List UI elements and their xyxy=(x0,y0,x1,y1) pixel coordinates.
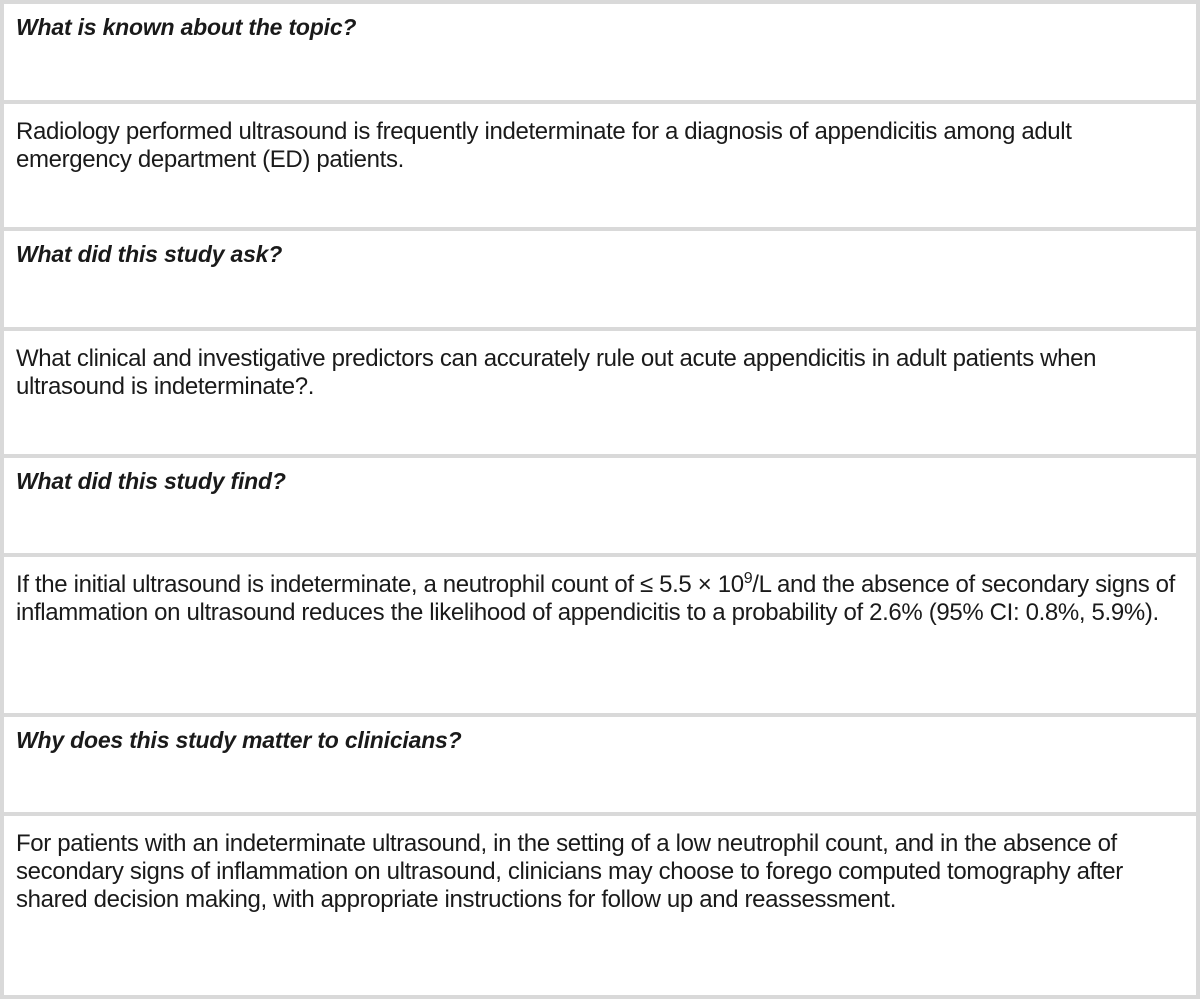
answer-row-matter xyxy=(4,816,1196,999)
question-find-heading: What did this study find? xyxy=(16,468,286,494)
answer-find-text-part1: If the initial ultrasound is indeterminate, a neutrophil count of ≤ 5.5 × 10 xyxy=(16,571,744,598)
answer-row-ask xyxy=(4,331,1196,458)
answer-find-text xyxy=(16,566,1184,627)
question-ask-heading: What did this study ask? xyxy=(16,241,283,267)
question-matter-heading: Why does this study matter to clinicians? xyxy=(16,727,462,753)
question-row-ask xyxy=(4,231,1196,331)
question-row-find xyxy=(4,458,1196,557)
answer-known-text: Radiology performed ultrasound is frequently indeterminate for a diagnosis of appendicitis among adult emergency department (ED) patients. xyxy=(16,118,1072,173)
answer-find-exponent: 9 xyxy=(743,570,753,587)
answer-find-text-part2: /L and the absence of secondary signs of inflammation on ultrasound reduces the likelihood of appendicitis to a probability of 2.6% (95% CI: 0.8%, 5.9%). xyxy=(16,571,1176,626)
answer-row-find xyxy=(4,557,1196,717)
question-known-heading: What is known about the topic? xyxy=(16,14,357,40)
answer-row-known xyxy=(4,104,1196,231)
question-row-matter xyxy=(4,717,1196,816)
question-row-known xyxy=(4,4,1196,104)
answer-matter-text: For patients with an indeterminate ultrasound, in the setting of a low neutrophil count, and in the absence of secondary signs of inflammation on ultrasound, clinicians may choose to forego computed tomography after shared decision making, with appropriate instructions for follow up and reassessment. xyxy=(16,830,1123,913)
answer-ask-text: What clinical and investigative predictors can accurately rule out acute appendicitis in adult patients when ultrasound is indeterminate?. xyxy=(16,345,1097,400)
